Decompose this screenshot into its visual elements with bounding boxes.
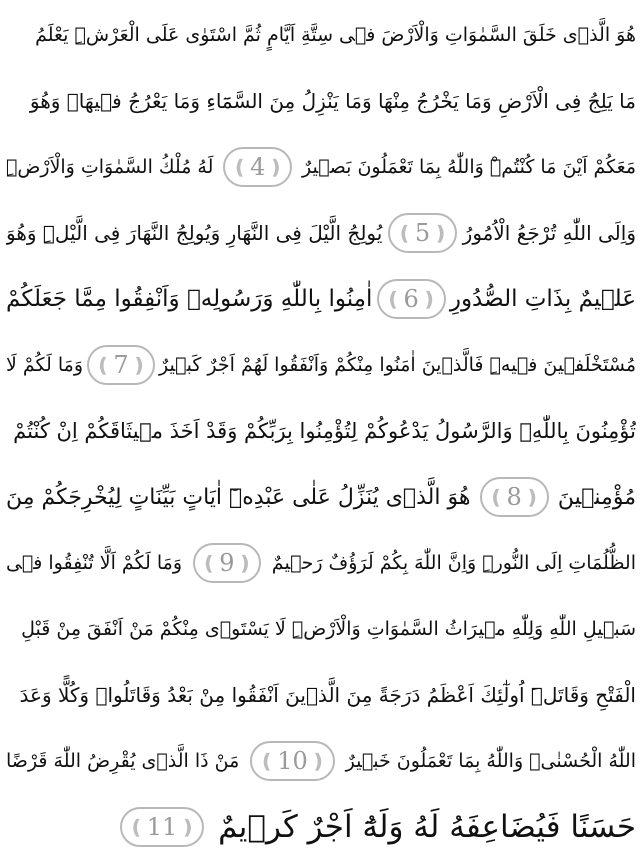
- verse-line-11: [6, 662, 636, 728]
- verse-line-13: [6, 794, 636, 860]
- verse-text: وَمَا لَكُمْ لَا: [6, 354, 83, 376]
- verse-number-marker: ❪ 5 ❫: [388, 213, 457, 253]
- verse-line-4: [6, 200, 636, 266]
- verse-text: هُوَ الَّذٖى خَلَقَ السَّمٰوَاتِ وَالْاَرْضَ فٖى سِتَّةِ اَيَّامٍ ثُمَّ اسْتَوٰى عَلَى الْعَرْشِۜ يَعْلَمُ: [35, 24, 636, 46]
- verse-line-7: [6, 398, 636, 464]
- verse-text: مَا يَلِجُ فِى الْاَرْضِ وَمَا يَخْرُجُ مِنْهَا وَمَا يَنْزِلُ مِنَ السَّمَٓاءِ وَمَا يَعْرُجُ فٖيهَاۜ وَهُوَ: [29, 89, 636, 113]
- verse-text: اللّٰهُ الْحُسْنٰىۜ وَاللّٰهُ بِمَا تَعْمَلُونَ خَبٖيرٌ: [345, 750, 636, 772]
- verse-text: يُولِجُ الَّيْلَ فِى النَّهَارِ وَيُولِجُ النَّهَارَ فِى الَّيْلِۜ وَهُوَ: [6, 221, 383, 245]
- verse-text: عَلٖيمٌ بِذَاتِ الصُّدُورِ: [449, 286, 636, 312]
- verse-line-6: [6, 332, 636, 398]
- verse-text: وَاِلَى اللّٰهِ تُرْجَعُ الْاُمُورُ: [462, 221, 636, 245]
- verse-text: اٰمِنُوا بِاللّٰهِ وَرَسُولِهٖ وَاَنْفِقُوا مِمَّا جَعَلَكُمْ: [6, 286, 373, 312]
- verse-number-marker: ❪ 4 ❫: [223, 147, 292, 187]
- verse-text: مُسْتَخْلَفٖينَ فٖيهِۜ فَالَّذٖينَ اٰمَنُوا مِنْكُمْ وَاَنْفَقُوا لَهُمْ اَجْرٌ كَبٖيرٌ: [158, 354, 636, 376]
- verse-line-9: [6, 530, 636, 596]
- verse-line-1: [6, 2, 636, 68]
- verse-text: حَسَنًا فَيُضَاعِفَهُ لَهُ وَلَهُٓ اَجْرٌ كَرٖيمٌ: [218, 809, 636, 845]
- verse-line-10: [6, 596, 636, 662]
- verse-line-5: [6, 266, 636, 332]
- verse-number-marker: ❪ 11 ❫: [120, 807, 204, 847]
- verse-line-3: [6, 134, 636, 200]
- verse-line-2: [6, 68, 636, 134]
- verse-text: تُؤْمِنُونَ بِاللّٰهِۚ وَالرَّسُولُ يَدْعُوكُمْ لِتُؤْمِنُوا بِرَبِّكُمْ وَقَدْ اَخَذَ مٖيثَاقَكُمْ اِنْ كُنْتُمْ: [13, 419, 636, 443]
- verse-line-12: [6, 728, 636, 794]
- verse-line-8: [6, 464, 636, 530]
- verse-text: وَمَا لَكُمْ اَلَّا تُنْفِقُوا فٖى: [6, 552, 183, 574]
- verse-text: سَبٖيلِ اللّٰهِ وَلِلّٰهِ مٖيرَاثُ السَّمٰوَاتِ وَالْاَرْضِۜ لَا يَسْتَوٖى مِنْكُمْ مَنْ اَنْفَقَ مِنْ قَبْلِ: [21, 618, 636, 640]
- verse-text: الْفَتْحِ وَقَاتَلَۜ اُولٰٓئِكَ اَعْظَمُ دَرَجَةً مِنَ الَّذٖينَ اَنْفَقُوا مِنْ بَعْدُ وَقَاتَلُواۜ وَكُلًّا وَعَدَ: [19, 683, 636, 707]
- verse-text: الظُّلُمَاتِ اِلَى النُّورِۜ وَاِنَّ اللّٰهَ بِكُمْ لَرَؤُفٌ رَحٖيمٌ: [271, 552, 636, 574]
- verse-text: مُؤْمِنٖينَ: [557, 484, 636, 510]
- verse-number-marker: ❪ 7 ❫: [87, 345, 156, 385]
- verse-number-marker: ❪ 8 ❫: [480, 477, 549, 517]
- verse-number-marker: ❪ 6 ❫: [377, 279, 446, 319]
- verse-number-marker: ❪ 9 ❫: [193, 543, 262, 583]
- verse-text: مَنْ ذَا الَّذٖى يُقْرِضُ اللّٰهَ قَرْضًا: [6, 750, 240, 772]
- verse-number-marker: ❪ 10 ❫: [250, 741, 334, 781]
- verse-text: مَعَكُمْ اَيْنَ مَا كُنْتُمْۜ وَاللّٰهُ بِمَا تَعْمَلُونَ بَصٖيرٌ: [302, 156, 636, 178]
- verse-text: لَهُ مُلْكُ السَّمٰوَاتِ وَالْاَرْضِۜ: [6, 156, 214, 178]
- verse-text: هُوَ الَّذٖى يُنَزِّلُ عَلٰى عَبْدِهٖٓ اٰيَاتٍ بَيِّنَاتٍ لِيُخْرِجَكُمْ مِنَ: [6, 484, 471, 510]
